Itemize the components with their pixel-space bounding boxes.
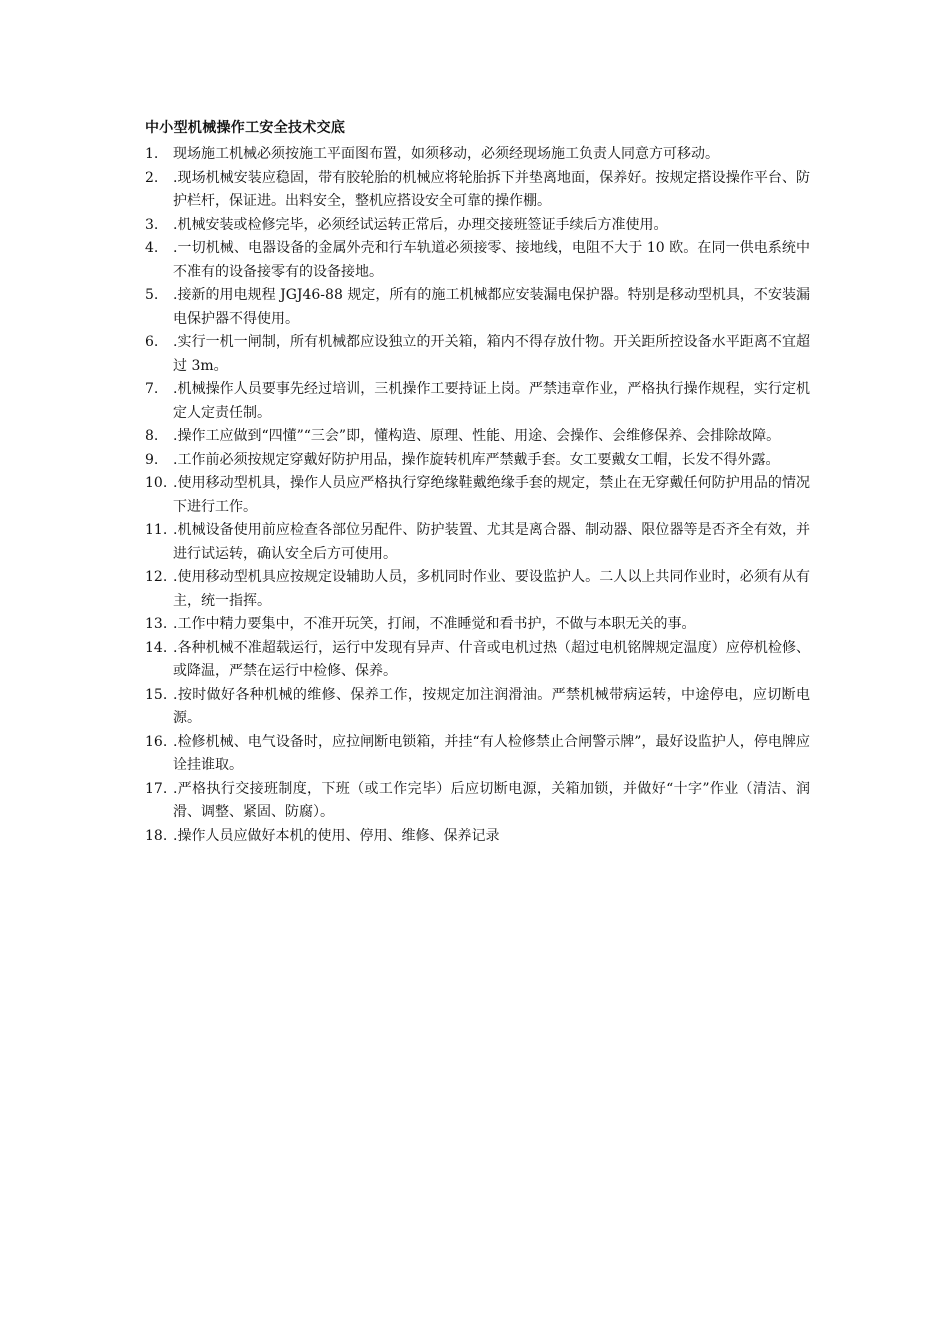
list-item [145, 378, 810, 425]
list-item [145, 331, 810, 378]
list-item [145, 214, 810, 238]
item-text: .各种机械不准超载运行，运行中发现有异声、什音或电机过热（超过电机铭牌规定温度）应停机检修、或降温，严禁在运行中检修、保养。 [173, 639, 810, 679]
item-text: .操作工应做到“四懂”“三会”即，懂构造、原理、性能、用途、会操作、会维修保养、会排除故障。 [173, 428, 781, 444]
list-item [145, 566, 810, 613]
list-item [145, 613, 810, 637]
list-item [145, 637, 810, 684]
item-number: 10. [145, 475, 168, 491]
item-text: .一切机械、电器设备的金属外壳和行车轨道必须接零、接地线，电阻不大于 10 欧。在同一供电系统中不准有的设备接零有的设备接地。 [173, 240, 810, 280]
item-number: 1. [145, 146, 159, 162]
item-text: .实行一机一闸制，所有机械都应设独立的开关箱，箱内不得存放什物。开关距所控设备水平距离不宜超过 3m。 [173, 334, 810, 374]
item-number: 14. [145, 639, 168, 656]
item-number: 8. [145, 428, 159, 444]
list-item [145, 472, 810, 519]
item-text: .严格执行交接班制度，下班（或工作完毕）后应切断电源，关箱加锁，并做好“十字”作业（清洁、润滑、调整、紧固、防腐）。 [173, 780, 810, 820]
item-number: 18. [145, 827, 168, 844]
item-number: 3. [145, 216, 159, 233]
list-item [145, 825, 810, 849]
item-text: .按时做好各种机械的维修、保养工作，按规定加注润滑油。严禁机械带病运转，中途停电，应切断电源。 [173, 686, 810, 726]
list-item [145, 778, 810, 825]
item-text: .操作人员应做好本机的使用、停用、维修、保养记录 [173, 827, 500, 844]
item-number: 9. [145, 451, 159, 468]
list-item [145, 167, 810, 214]
item-text: .现场机械安装应稳固，带有胶轮胎的机械应将轮胎拆下并垫离地面，保养好。按规定搭设操作平台、防护栏杆，保证进。出料安全，整机应搭设安全可靠的操作棚。 [173, 169, 810, 209]
item-number: 4. [145, 240, 159, 256]
list-item [145, 449, 810, 473]
list-item [145, 731, 810, 778]
item-number: 6. [145, 334, 159, 350]
item-number: 12. [145, 569, 168, 585]
item-number: 5. [145, 287, 159, 303]
safety-rules-list [145, 143, 810, 848]
item-number: 17. [145, 780, 168, 797]
item-number: 13. [145, 616, 168, 632]
item-text: .机械安装或检修完毕，必须经试运转正常后，办理交接班签证手续后方准使用。 [173, 216, 668, 233]
item-text: 现场施工机械必须按施工平面图布置，如须移动，必须经现场施工负责人同意方可移动。 [173, 146, 719, 162]
list-item [145, 284, 810, 331]
item-number: 2. [145, 169, 159, 186]
item-text: .工作中精力要集中，不准开玩笑，打闹，不准睡觉和看书护，不做与本职无关的事。 [173, 616, 696, 632]
list-item [145, 425, 810, 449]
list-item [145, 143, 810, 167]
item-number: 11. [145, 522, 168, 538]
item-text: .接新的用电规程 JGJ46-88 规定，所有的施工机械都应安装漏电保护器。特别是移动型机具，不安装漏电保护器不得使用。 [173, 287, 810, 327]
list-item [145, 237, 810, 284]
list-item [145, 519, 810, 566]
item-number: 16. [145, 733, 168, 750]
item-text: .使用移动型机具，操作人员应严格执行穿绝缘鞋戴绝缘手套的规定，禁止在无穿戴任何防护用品的情况下进行工作。 [173, 475, 810, 515]
item-number: 7. [145, 381, 159, 397]
list-item [145, 684, 810, 731]
item-text: .检修机械、电气设备时，应拉闸断电锁箱，并挂“有人检修禁止合闸警示牌”，最好设监护人，停电牌应诠挂谁取。 [173, 733, 810, 773]
item-text: .使用移动型机具应按规定设辅助人员，多机同时作业、要设监护人。二人以上共同作业时，必须有从有主，统一指挥。 [173, 569, 810, 609]
document-title: 中小型机械操作工安全技术交底 [145, 120, 346, 136]
item-text: .机械操作人员要事先经过培训，三机操作工要持证上岗。严禁违章作业，严格执行操作规程，实行定机定人定责任制。 [173, 381, 810, 421]
item-text: .机械设备使用前应检查各部位另配件、防护装置、尤其是离合器、制动器、限位器等是否齐全有效，并进行试运转，确认安全后方可使用。 [173, 522, 810, 562]
item-text: .工作前必须按规定穿戴好防护用品，操作旋转机库严禁戴手套。女工要戴女工帽，长发不得外露。 [173, 451, 780, 468]
item-number: 15. [145, 686, 168, 703]
